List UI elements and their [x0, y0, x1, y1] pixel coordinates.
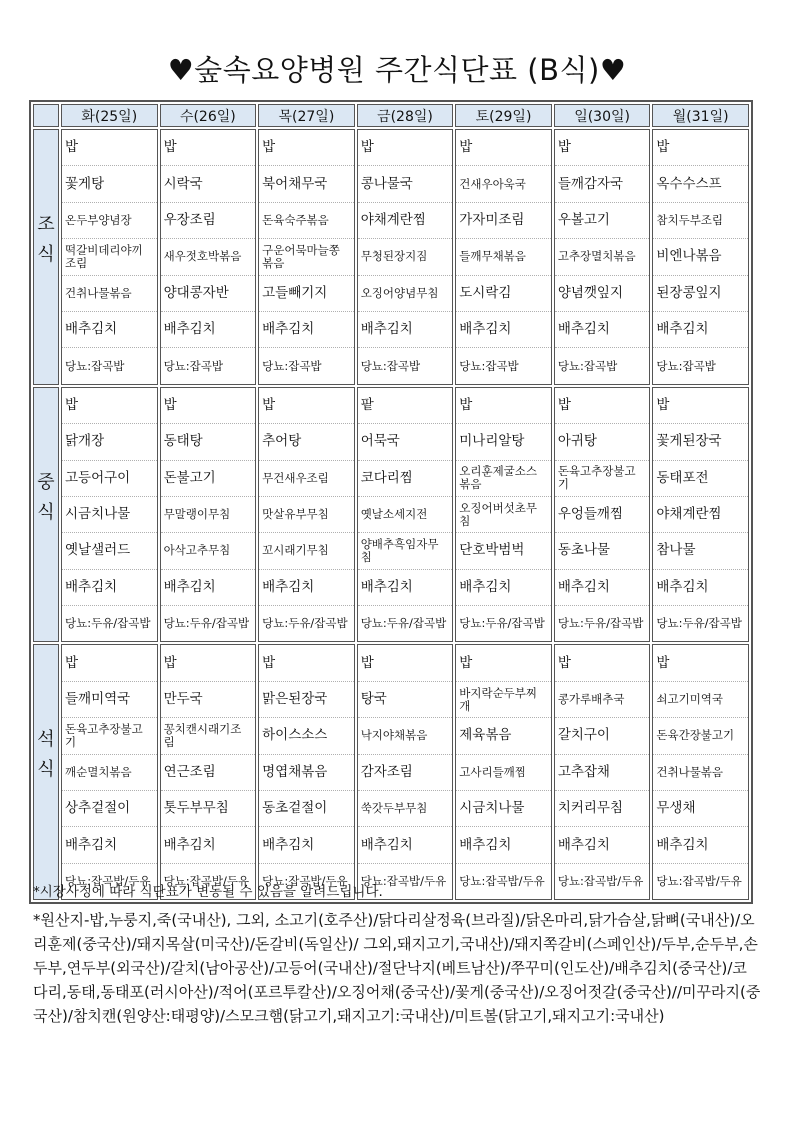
- origin-notice: *원산지-밥,누룽지,죽(국내산), 그외, 소고기(호주산)/닭다리살정육(브라질)/닭온마리,닭가슴살,닭뼈(국내산)/오리훈제(중국산)/돼지목살(미국산)/돈갈비(독일산)/ 그외,돼지고기,국내산)/돼지쪽갈비(스페인산)/두부,순두부,손두부,연두부(외국산)/갈치(남아공산)/고등어(국내산)/절단낙지(베트남산)/쭈꾸미(인도산)/배추김치(중국산)/코다리,동태,동태포(러시아산)/적어(포르투칼산)/오징어채(중국산)/꽃게(중국산)/오징어젓갈(중국산)//미꾸라지(중국산)/참치캔(원양산:태평양)/스모크햄(닭고기,돼지고기:국내산)/미트볼(닭고기,돼지고기:국내산): [33, 911, 761, 1025]
- menu-item: 북어채무국: [259, 166, 354, 202]
- menu-item: 밥: [555, 388, 650, 424]
- menu-item: 밥: [259, 388, 354, 424]
- menu-item: 낙지야채볶음: [358, 718, 453, 754]
- menu-item: 배추김치: [358, 570, 453, 606]
- menu-item: 당뇨:두유/잡곡밥: [65, 616, 151, 631]
- menu-item: 톳두부무침: [161, 791, 256, 827]
- menu-item: 닭개장: [62, 424, 157, 460]
- meal-label-char: 식: [37, 244, 55, 265]
- menu-item: 당뇨:잡곡밥/두유: [656, 874, 742, 888]
- menu-item: 밥: [62, 388, 157, 424]
- corner-cell: [33, 104, 59, 127]
- menu-item: 꽁치캔시래기조림: [161, 718, 256, 754]
- menu-item: 밥: [456, 645, 551, 681]
- menu-item: 당뇨:잡곡밥: [557, 358, 618, 373]
- meal-label: [33, 129, 59, 385]
- menu-item: 비엔나볶음: [653, 239, 748, 275]
- meal-label-char: 식: [37, 759, 55, 781]
- menu-item: 탕국: [358, 682, 453, 718]
- day-meal-cell: [554, 644, 651, 900]
- menu-item: 당뇨:잡곡밥/두유: [65, 874, 151, 888]
- day-meal-cell: [258, 129, 355, 385]
- day-meal-cell: [258, 387, 355, 643]
- day-header: 수(26일): [160, 104, 257, 127]
- menu-item: 배추김치: [653, 570, 748, 606]
- day-meal-cell: [160, 644, 257, 900]
- meal-label-char: 석: [37, 729, 55, 751]
- menu-item: 고추장멸치볶음: [555, 239, 650, 275]
- menu-item: 꽃게된장국: [653, 424, 748, 460]
- menu-item: 돈불고기: [161, 461, 256, 497]
- menu-item: 밥: [358, 645, 453, 681]
- menu-item: 옛날샐러드: [62, 533, 157, 569]
- menu-item: 고들빼기지: [259, 276, 354, 312]
- menu-item: 아삭고추무침: [161, 533, 256, 569]
- menu-item: 제육볶음: [456, 718, 551, 754]
- menu-item: 팥: [358, 388, 453, 424]
- menu-item: 당뇨:잡곡밥: [459, 358, 519, 373]
- menu-item: 꽃게탕: [62, 166, 157, 202]
- menu-item: 건취나물볶음: [653, 755, 748, 791]
- meal-label-char: 조: [37, 214, 55, 235]
- menu-item: 배추김치: [555, 827, 650, 863]
- menu-item: 야채계란찜: [653, 497, 748, 533]
- menu-item: 우볼고기: [555, 203, 650, 239]
- menu-item: 배추김치: [161, 570, 256, 606]
- menu-item: 아귀탕: [555, 424, 650, 460]
- day-meal-cell: [357, 644, 454, 900]
- menu-item: 동태탕: [161, 424, 256, 460]
- menu-item: 깨순멸치볶음: [62, 755, 157, 791]
- menu-item: 미나리알탕: [456, 424, 551, 460]
- meal-row: [33, 387, 749, 643]
- menu-item: 어묵국: [358, 424, 453, 460]
- menu-item: 당뇨:잡곡밥/두유: [360, 874, 447, 888]
- day-header: 월(31일): [652, 104, 749, 127]
- day-meal-cell: [455, 644, 552, 900]
- menu-item: 고추잡채: [555, 755, 650, 791]
- menu-item: 쑥갓두부무침: [358, 791, 453, 827]
- menu-item: 명엽채볶음: [259, 755, 354, 791]
- menu-item: 배추김치: [62, 827, 157, 863]
- menu-item: 상추겉절이: [62, 791, 157, 827]
- menu-item: 시금치나물: [62, 497, 157, 533]
- menu-item: 무생채: [653, 791, 748, 827]
- menu-item: 당뇨:두유/잡곡밥: [656, 616, 742, 631]
- menu-item: 배추김치: [161, 312, 256, 348]
- menu-item: 하이스소스: [259, 718, 354, 754]
- menu-item: 당뇨:두유/잡곡밥: [360, 616, 447, 631]
- page-title: ♥숲속요양병원 주간식단표 (B식)♥: [167, 53, 627, 87]
- menu-item: 고등어구이: [62, 461, 157, 497]
- menu-item: 온두부양념장: [62, 203, 157, 239]
- day-meal-cell: [61, 387, 158, 643]
- menu-item: 배추김치: [259, 570, 354, 606]
- menu-item: 고사리들깨찜: [456, 755, 551, 791]
- menu-item: 밥: [653, 645, 748, 681]
- menu-item: 돈육고추장불고기: [555, 461, 650, 497]
- menu-item: 쇠고기미역국: [653, 682, 748, 718]
- day-meal-cell: [652, 387, 749, 643]
- menu-item: 오징어버섯초무침: [456, 497, 551, 533]
- day-meal-cell: [357, 387, 454, 643]
- menu-item: 당뇨:잡곡밥: [163, 358, 223, 373]
- menu-item: 밥: [161, 645, 256, 681]
- day-meal-cell: [160, 129, 257, 385]
- day-meal-cell: [455, 129, 552, 385]
- menu-item: 배추김치: [653, 312, 748, 348]
- menu-item: 들깨무채볶음: [456, 239, 551, 275]
- menu-item: 당뇨:두유/잡곡밥: [459, 616, 545, 631]
- menu-item: 우장조림: [161, 203, 256, 239]
- menu-item: 밥: [555, 130, 650, 166]
- menu-item: 당뇨:잡곡밥: [65, 358, 125, 373]
- menu-item: 동태포전: [653, 461, 748, 497]
- menu-item: 무청된장지짐: [358, 239, 453, 275]
- meal-label: [33, 387, 59, 643]
- menu-item: 당뇨:잡곡밥: [262, 358, 322, 373]
- menu-item: 양대콩자반: [161, 276, 256, 312]
- menu-item: 밥: [653, 388, 748, 424]
- menu-item: 배추김치: [555, 570, 650, 606]
- menu-item: 당뇨:잡곡밥/두유: [163, 874, 250, 888]
- menu-item: 무말랭이무침: [161, 497, 256, 533]
- menu-item: 맛살유부무침: [259, 497, 354, 533]
- menu-item: 오리훈제굴소스볶음: [456, 461, 551, 497]
- menu-item: 밥: [62, 645, 157, 681]
- meal-row: [33, 129, 749, 385]
- menu-item: 건취나물볶음: [62, 276, 157, 312]
- menu-item: 배추김치: [555, 312, 650, 348]
- menu-item: 배추김치: [358, 827, 453, 863]
- menu-item: 배추김치: [456, 570, 551, 606]
- menu-item: 구운어묵마늘쫑볶음: [259, 239, 354, 275]
- day-header: 금(28일): [357, 104, 454, 127]
- menu-item: 밥: [62, 130, 157, 166]
- change-notice: *시장사정에 따라 식단표가 변동될 수 있음을 알려드립니다.: [33, 884, 383, 900]
- menu-item: 참나물: [653, 533, 748, 569]
- menu-item: 돈육간장불고기: [653, 718, 748, 754]
- menu-item: 된장콩잎지: [653, 276, 748, 312]
- menu-item: 들깨감자국: [555, 166, 650, 202]
- menu-item: 시락국: [161, 166, 256, 202]
- day-header: 토(29일): [455, 104, 552, 127]
- menu-item: 밥: [456, 130, 551, 166]
- menu-item: 밥: [456, 388, 551, 424]
- menu-item: 만두국: [161, 682, 256, 718]
- menu-item: 밥: [259, 645, 354, 681]
- menu-item: 당뇨:잡곡밥/두유: [557, 874, 644, 888]
- menu-item: 치커리무침: [555, 791, 650, 827]
- day-meal-cell: [61, 129, 158, 385]
- day-meal-cell: [554, 387, 651, 643]
- menu-item: 맑은된장국: [259, 682, 354, 718]
- menu-item: 양념깻잎지: [555, 276, 650, 312]
- menu-item: 야채계란찜: [358, 203, 453, 239]
- menu-item: 당뇨:잡곡밥/두유: [262, 874, 348, 888]
- menu-item: 당뇨:두유/잡곡밥: [262, 616, 348, 631]
- menu-item: 들깨미역국: [62, 682, 157, 718]
- menu-item: 도시락김: [456, 276, 551, 312]
- menu-item: 오징어양념무침: [358, 276, 453, 312]
- day-header: 화(25일): [61, 104, 158, 127]
- menu-item: 배추김치: [62, 312, 157, 348]
- menu-item: 당뇨:잡곡밥: [656, 358, 716, 373]
- menu-item: 꼬시래기무침: [259, 533, 354, 569]
- menu-item: 배추김치: [259, 312, 354, 348]
- meal-label-char: 식: [37, 501, 55, 523]
- menu-item: 추어탕: [259, 424, 354, 460]
- menu-item: 시금치나물: [456, 791, 551, 827]
- menu-item: 배추김치: [456, 827, 551, 863]
- menu-item: 배추김치: [62, 570, 157, 606]
- menu-item: 새우젓호박볶음: [161, 239, 256, 275]
- day-meal-cell: [160, 387, 257, 643]
- menu-item: 무건새우조림: [259, 461, 354, 497]
- menu-item: 옛날소세지전: [358, 497, 453, 533]
- meal-label: [33, 644, 59, 900]
- menu-item: 동초겉절이: [259, 791, 354, 827]
- menu-item: 떡갈비데리야끼조림: [62, 239, 157, 275]
- menu-item: 우엉들깨찜: [555, 497, 650, 533]
- menu-item: 건새우아욱국: [456, 166, 551, 202]
- day-meal-cell: [554, 129, 651, 385]
- menu-item: 당뇨:두유/잡곡밥: [163, 616, 250, 631]
- day-meal-cell: [61, 644, 158, 900]
- menu-item: 배추김치: [259, 827, 354, 863]
- menu-item: 돈육숙주볶음: [259, 203, 354, 239]
- menu-item: 콩나물국: [358, 166, 453, 202]
- day-meal-cell: [258, 644, 355, 900]
- menu-item: 참치두부조림: [653, 203, 748, 239]
- day-meal-cell: [652, 644, 749, 900]
- menu-item: 밥: [555, 645, 650, 681]
- day-header: 목(27일): [258, 104, 355, 127]
- menu-item: 코다리찜: [358, 461, 453, 497]
- day-header-row: [33, 104, 749, 127]
- menu-item: 돈육고추장불고기: [62, 718, 157, 754]
- menu-item: 갈치구이: [555, 718, 650, 754]
- menu-item: 배추김치: [161, 827, 256, 863]
- weekly-menu-table: [29, 100, 753, 904]
- menu-item: 당뇨:잡곡밥: [360, 358, 421, 373]
- menu-item: 당뇨:두유/잡곡밥: [557, 616, 644, 631]
- day-meal-cell: [357, 129, 454, 385]
- menu-item: 밥: [653, 130, 748, 166]
- menu-item: 밥: [161, 130, 256, 166]
- menu-item: 단호박범벅: [456, 533, 551, 569]
- menu-item: 당뇨:잡곡밥/두유: [459, 874, 545, 888]
- menu-item: 바지락순두부찌개: [456, 682, 551, 718]
- menu-item: 배추김치: [653, 827, 748, 863]
- menu-item: 감자조림: [358, 755, 453, 791]
- menu-item: 양배추흑임자무침: [358, 533, 453, 569]
- menu-item: 동초나물: [555, 533, 650, 569]
- menu-item: 밥: [358, 130, 453, 166]
- menu-item: 밥: [161, 388, 256, 424]
- menu-item: 콩가루배추국: [555, 682, 650, 718]
- day-meal-cell: [455, 387, 552, 643]
- day-meal-cell: [652, 129, 749, 385]
- meal-row: [33, 644, 749, 900]
- menu-item: 가자미조림: [456, 203, 551, 239]
- menu-item: 연근조림: [161, 755, 256, 791]
- menu-item: 옥수수스프: [653, 166, 748, 202]
- menu-item: 배추김치: [456, 312, 551, 348]
- menu-item: 배추김치: [358, 312, 453, 348]
- menu-item: 밥: [259, 130, 354, 166]
- day-header: 일(30일): [554, 104, 651, 127]
- meal-label-char: 중: [37, 471, 55, 493]
